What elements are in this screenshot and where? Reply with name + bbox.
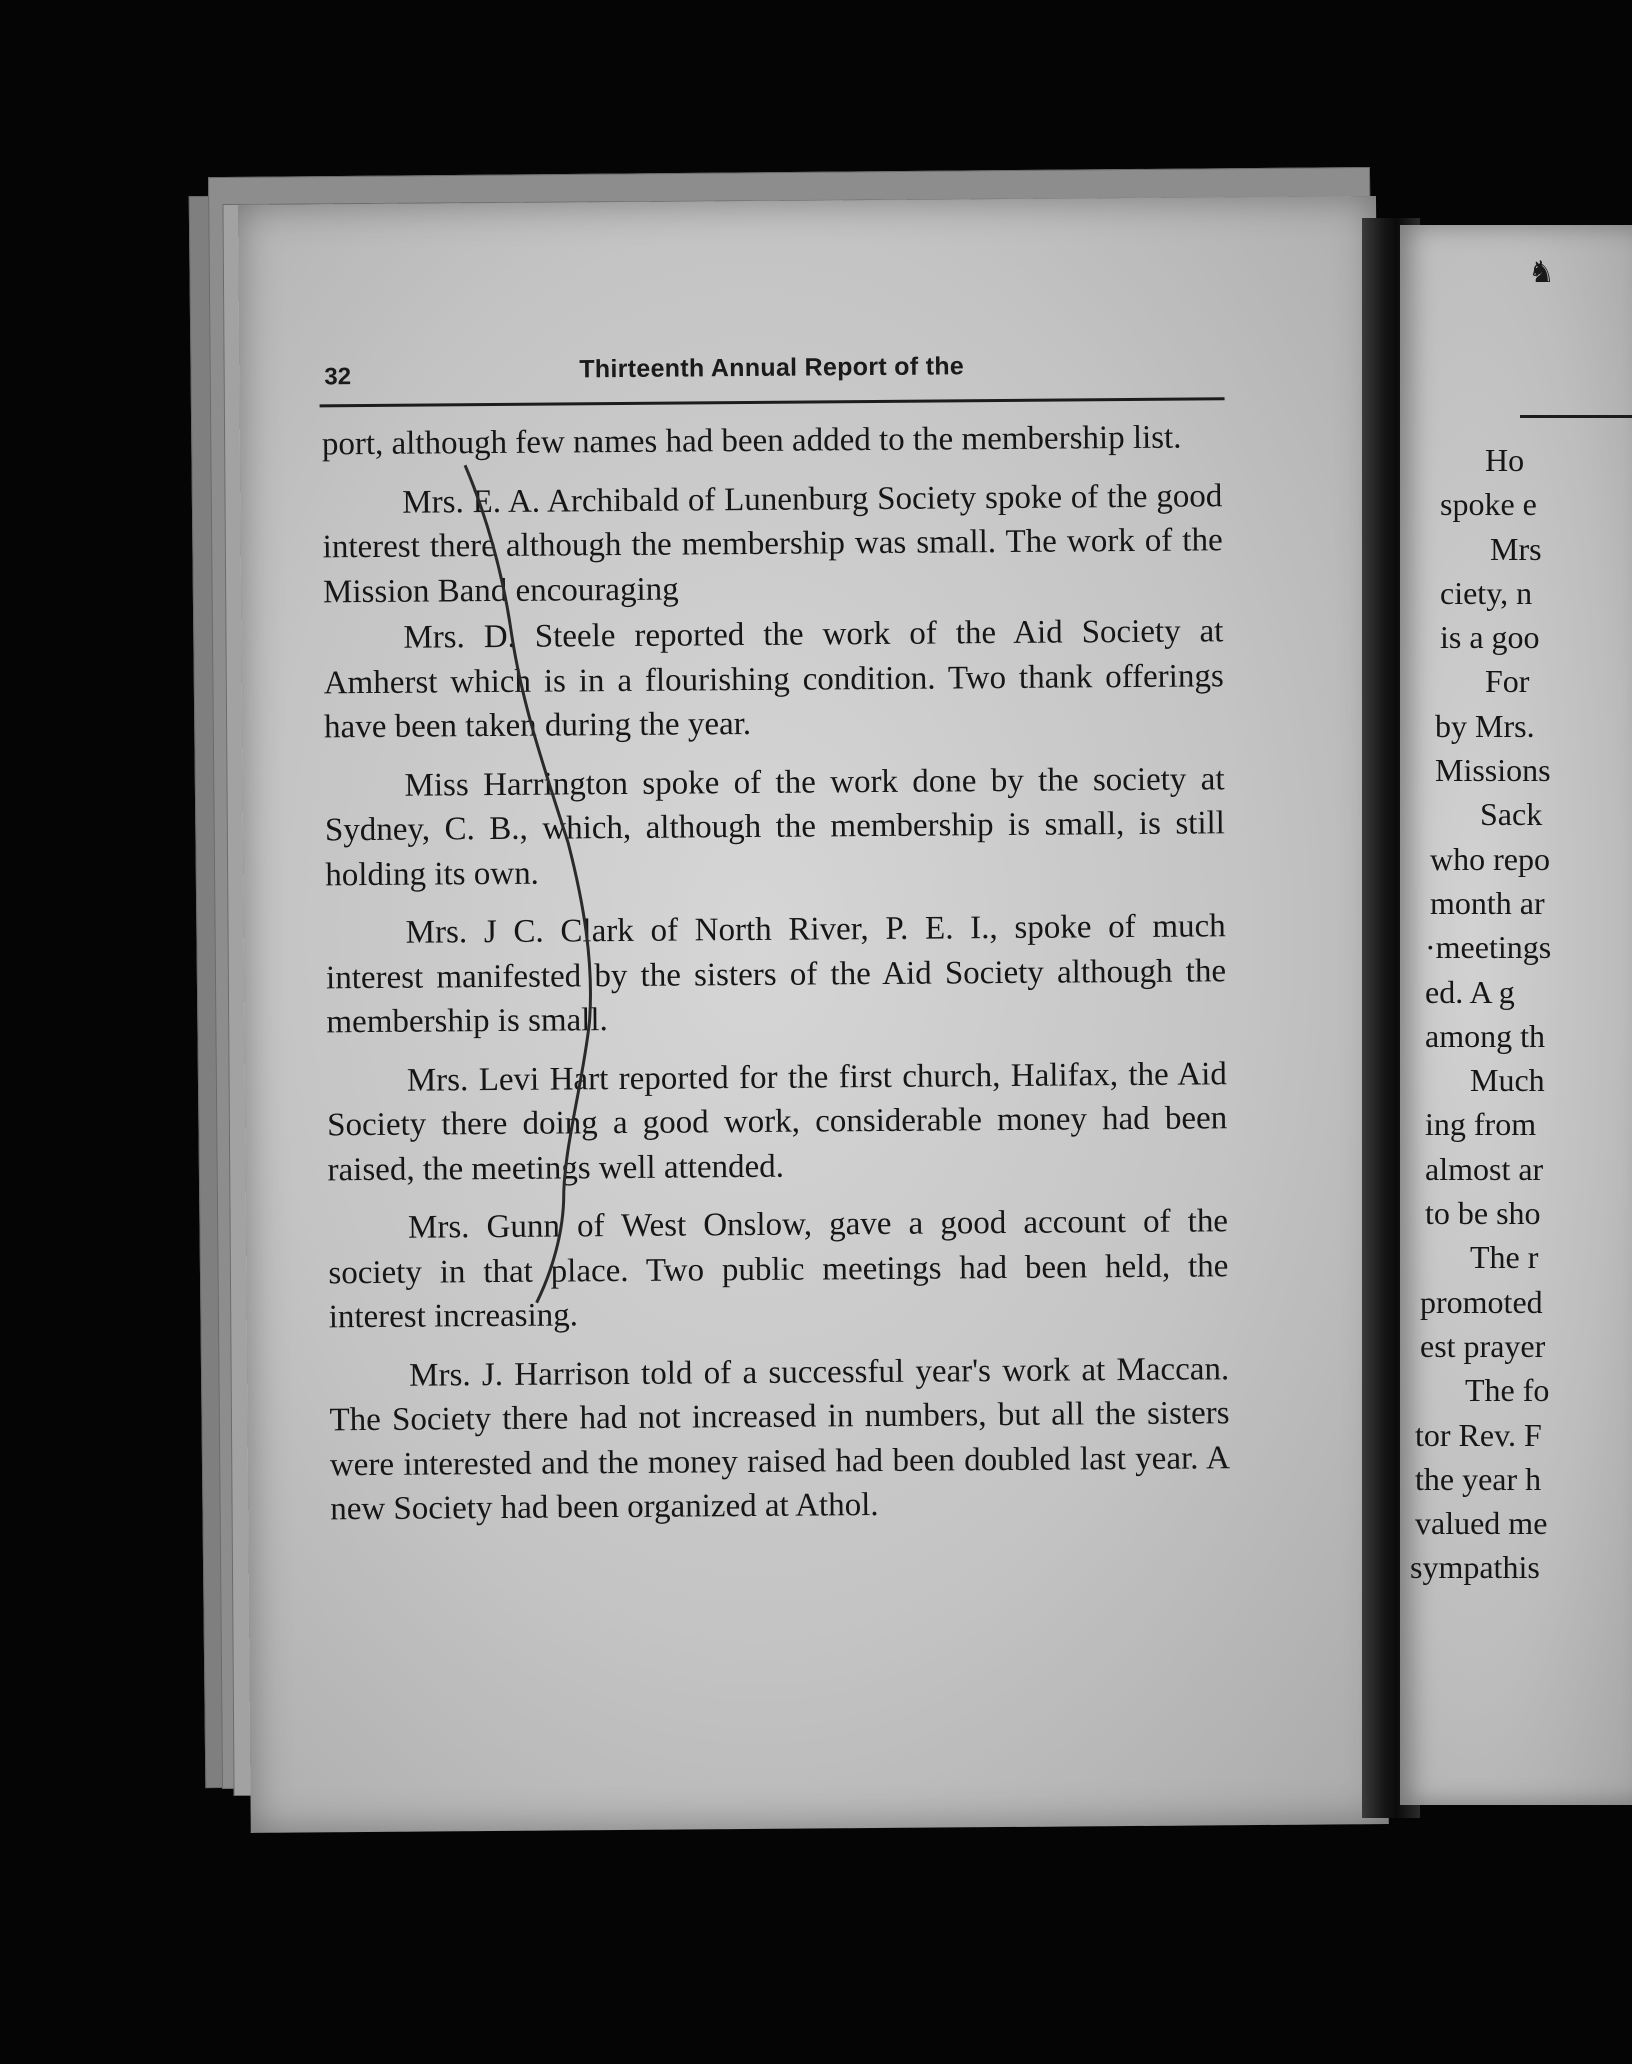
text-line: the year h — [1415, 1460, 1542, 1497]
text-line: ed. A g — [1425, 973, 1515, 1010]
text-line: ciety, n — [1440, 574, 1533, 611]
text-line: promoted — [1420, 1283, 1543, 1320]
header-rule — [1520, 415, 1632, 418]
text-line: spoke e — [1440, 486, 1537, 523]
text-line: sympathis — [1410, 1549, 1540, 1586]
text-line: The fo — [1465, 1372, 1550, 1409]
text-line: month ar — [1430, 884, 1545, 921]
text-line: among th — [1425, 1017, 1545, 1054]
text-line: Sack — [1480, 796, 1543, 833]
text-line: ·meetings — [1425, 929, 1552, 966]
text-line: Missions — [1435, 752, 1551, 789]
text-line: ing from — [1425, 1106, 1537, 1143]
text-line: Ho — [1485, 442, 1525, 478]
text-line: The r — [1470, 1239, 1539, 1276]
running-head: Thirteenth Annual Report of the — [579, 352, 965, 384]
text-line: tor Rev. F — [1415, 1416, 1542, 1453]
paragraph: Mrs. J C. Clark of North River, P. E. I., spoke of much interest manifested by the sisters of the Aid Society although the membership is small. — [325, 908, 1227, 1041]
paragraph: Mrs. Gunn of West Onslow, gave a good account of the society in that place. Two public meetings had been held, the interest increasing. — [328, 1203, 1229, 1336]
paragraph: Miss Harrington spoke of the work done by the society at Sydney, C. B., which, although the membership is small, is still holding its own. — [324, 760, 1226, 893]
text-line: to be sho — [1425, 1195, 1541, 1232]
text-line: Mrs — [1490, 530, 1542, 567]
left-page — [238, 196, 1389, 1833]
text-line: Much — [1470, 1062, 1545, 1099]
text-line: almost ar — [1425, 1150, 1544, 1187]
text-line: For — [1485, 663, 1530, 700]
text-line: est prayer — [1420, 1327, 1546, 1364]
right-page-text — [1400, 438, 1632, 1590]
right-page — [1400, 225, 1632, 1805]
page-crease-line — [238, 196, 1389, 1833]
text-line: is a goo — [1440, 619, 1540, 656]
paragraph: Mrs. Levi Hart reported for the first church, Halifax, the Aid Society there doing a good work, considerable money had been raised, the meetings well attended. — [327, 1055, 1228, 1188]
paragraph: Mrs. J. Harrison told of a successful year's work at Maccan. The Society there had not increased in numbers, but all the sisters were interested and the money raised had been doubled last year. A new Society had been organized at Athol. — [329, 1350, 1231, 1528]
paragraph: port, although few names had been added to the membership list. — [321, 419, 1182, 463]
text-line: valued me — [1415, 1505, 1548, 1542]
text-line: by Mrs. — [1435, 707, 1535, 744]
text-line: who repo — [1430, 840, 1550, 877]
margin-mark: ♞ — [1528, 255, 1555, 290]
paragraph: Mrs. D. Steele reported the work of the Aid Society at Amherst which is in a flourishing condition. Two thank offerings have been taken during the year. — [323, 613, 1224, 746]
page-number: 32 — [324, 363, 352, 391]
paragraph: Mrs. E. A. Archibald of Lunenburg Society spoke of the good interest there although the membership was small. The work of the Mission Band encouraging — [322, 477, 1223, 610]
